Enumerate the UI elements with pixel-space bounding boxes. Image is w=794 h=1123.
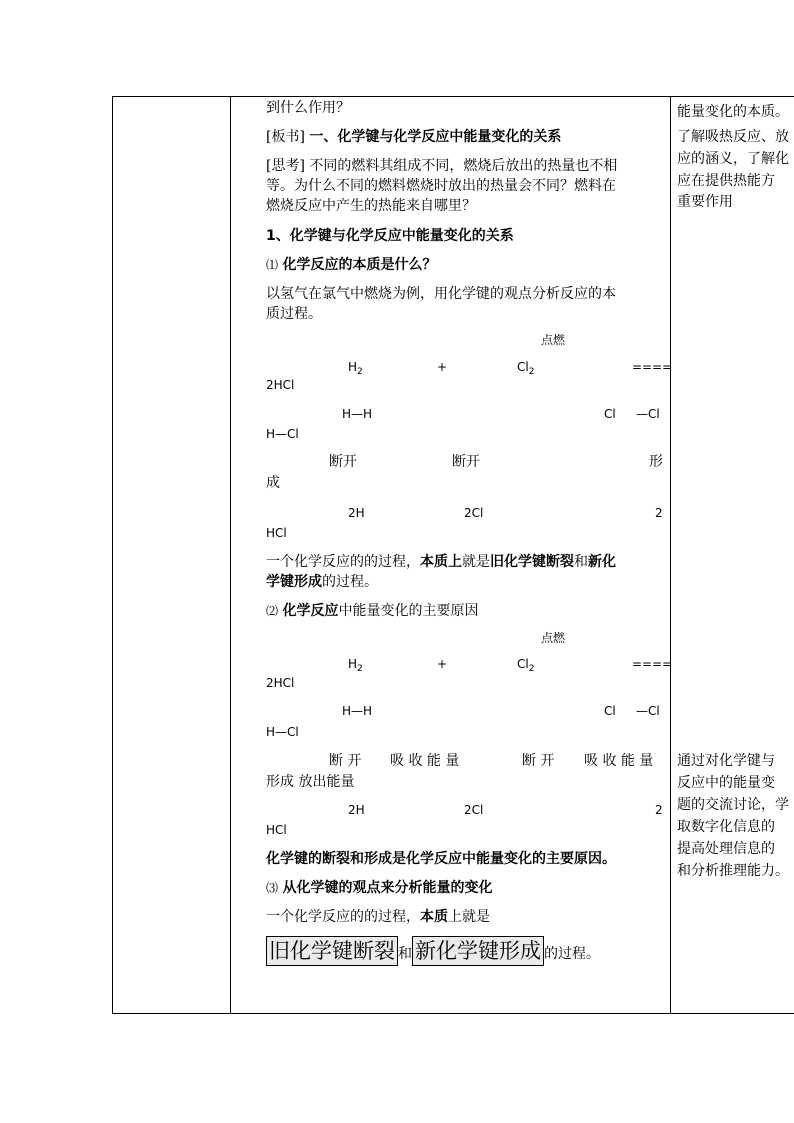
plus-sign: + xyxy=(437,360,448,374)
board-text: 一、化学键与化学反应中能量变化的关系 xyxy=(309,129,562,145)
bond-hcl-2: H—Cl xyxy=(266,725,299,739)
process-break-1: 断开 xyxy=(329,454,357,470)
boxed-term-break: 旧化学键断裂 xyxy=(266,936,398,966)
objective-line: 反应中的能量变 xyxy=(677,775,775,791)
plus-sign-2: + xyxy=(437,657,448,671)
board-line xyxy=(266,127,561,147)
board-tag: [板书] xyxy=(266,129,305,145)
boxed-summary: 旧化学键断裂 和 新化学键形成 的过程。 xyxy=(266,936,600,971)
summary-line-1: 一个化学反应的的过程，本质上就是旧化学键断裂和新化 xyxy=(266,554,616,570)
atoms2-h: 2H xyxy=(348,803,365,817)
think-line-2: 等。为什么不同的燃料燃烧时放出的热量会不同？燃料在 xyxy=(266,178,616,194)
bond-cl: Cl xyxy=(604,407,616,421)
atoms-h: 2H xyxy=(348,506,365,520)
bond-hh: H—H xyxy=(342,407,373,421)
summary-line-2: 学键形成的过程。 xyxy=(266,574,378,590)
equals-sign: ==== xyxy=(632,360,673,374)
question-2: ⑵ 化学反应中能量变化的主要原因 xyxy=(266,603,479,619)
bond-hh-2: H—H xyxy=(342,704,373,718)
objective-line: 取数字化信息的 xyxy=(677,819,775,835)
question-3: ⑶ 从化学键的观点来分析能量的变化 xyxy=(266,880,493,896)
process2-absorb-1: 吸 收 能 量 xyxy=(390,753,460,769)
objective-line: 重要作用 xyxy=(677,194,733,210)
objective-line: 能量变化的本质。 xyxy=(677,104,789,120)
reactant-cl2: $Cl_2$ xyxy=(517,360,535,377)
bond-cl-2: Cl xyxy=(604,704,616,718)
bond-clcl-2: —Cl xyxy=(636,704,660,718)
product-hcl-2: 2HCl xyxy=(266,676,295,690)
atoms-two: 2 xyxy=(655,506,663,520)
reactant-cl2-2: $Cl_2$ xyxy=(517,657,535,674)
bond-hcl: H—Cl xyxy=(266,427,299,441)
text-line: 到什么作用？ xyxy=(266,100,350,116)
objectives-cell xyxy=(671,96,794,1014)
conclusion: 化学键的断裂和形成是化学反应中能量变化的主要原因。 xyxy=(266,851,616,867)
atoms-cl: 2Cl xyxy=(464,506,484,520)
reaction-condition: 点燃 xyxy=(541,333,566,347)
process-form-b: 成 xyxy=(266,475,280,491)
objective-line: 题的交流讨论，学 xyxy=(677,797,789,813)
atoms2-cl: 2Cl xyxy=(464,803,484,817)
bond-clcl: —Cl xyxy=(636,407,660,421)
example-line-2: 质过程。 xyxy=(266,306,322,322)
atoms2-two: 2 xyxy=(655,803,663,817)
think-text-1: 不同的燃料其组成不同，燃烧后放出的热量也不相 xyxy=(309,158,618,174)
process2-break-2: 断 开 xyxy=(522,753,555,769)
think-line-1 xyxy=(266,156,617,176)
product-hcl: 2HCl xyxy=(266,378,295,392)
objective-line: 应在提供热能方 xyxy=(677,173,775,189)
objective-line: 提高处理信息的 xyxy=(677,841,775,857)
think-tag: [思考] xyxy=(266,158,305,174)
reactant-h2: $H_2$ xyxy=(348,360,363,377)
teaching-process-cell xyxy=(231,96,673,1014)
heading-1: 1、化学键与化学反应中能量变化的关系 xyxy=(266,228,514,244)
think-line-3: 燃烧反应中产生的热能来自哪里？ xyxy=(266,198,476,214)
question-text: 化学反应的本质是什么？ xyxy=(282,257,437,273)
question-1 xyxy=(266,255,436,275)
question-number: ⑴ xyxy=(266,258,279,272)
example-line-1: 以氢气在氯气中燃烧为例，用化学键的观点分析反应的本 xyxy=(266,286,616,302)
objective-line: 和分析推理能力。 xyxy=(677,863,789,879)
process2-form: 形成 放出能量 xyxy=(266,774,355,790)
process-break-2: 断开 xyxy=(452,454,480,470)
atoms-hcl: HCl xyxy=(266,526,287,540)
reactant-h2-2: $H_2$ xyxy=(348,657,363,674)
objective-line: 通过对化学键与 xyxy=(677,753,775,769)
process2-break-1: 断 开 xyxy=(329,753,362,769)
boxed-term-form: 新化学键形成 xyxy=(412,936,544,966)
process2-absorb-2: 吸 收 能 量 xyxy=(584,753,654,769)
summary2-line: 一个化学反应的的过程，本质上就是 xyxy=(266,909,490,925)
atoms2-hcl: HCl xyxy=(266,823,287,837)
objective-line: 应的涵义，了解化 xyxy=(677,151,789,167)
objective-line: 了解吸热反应、放 xyxy=(677,129,789,145)
reaction-condition-2: 点燃 xyxy=(541,631,566,645)
equals-sign-2: ==== xyxy=(632,657,673,671)
process-form-a: 形 xyxy=(649,454,663,470)
